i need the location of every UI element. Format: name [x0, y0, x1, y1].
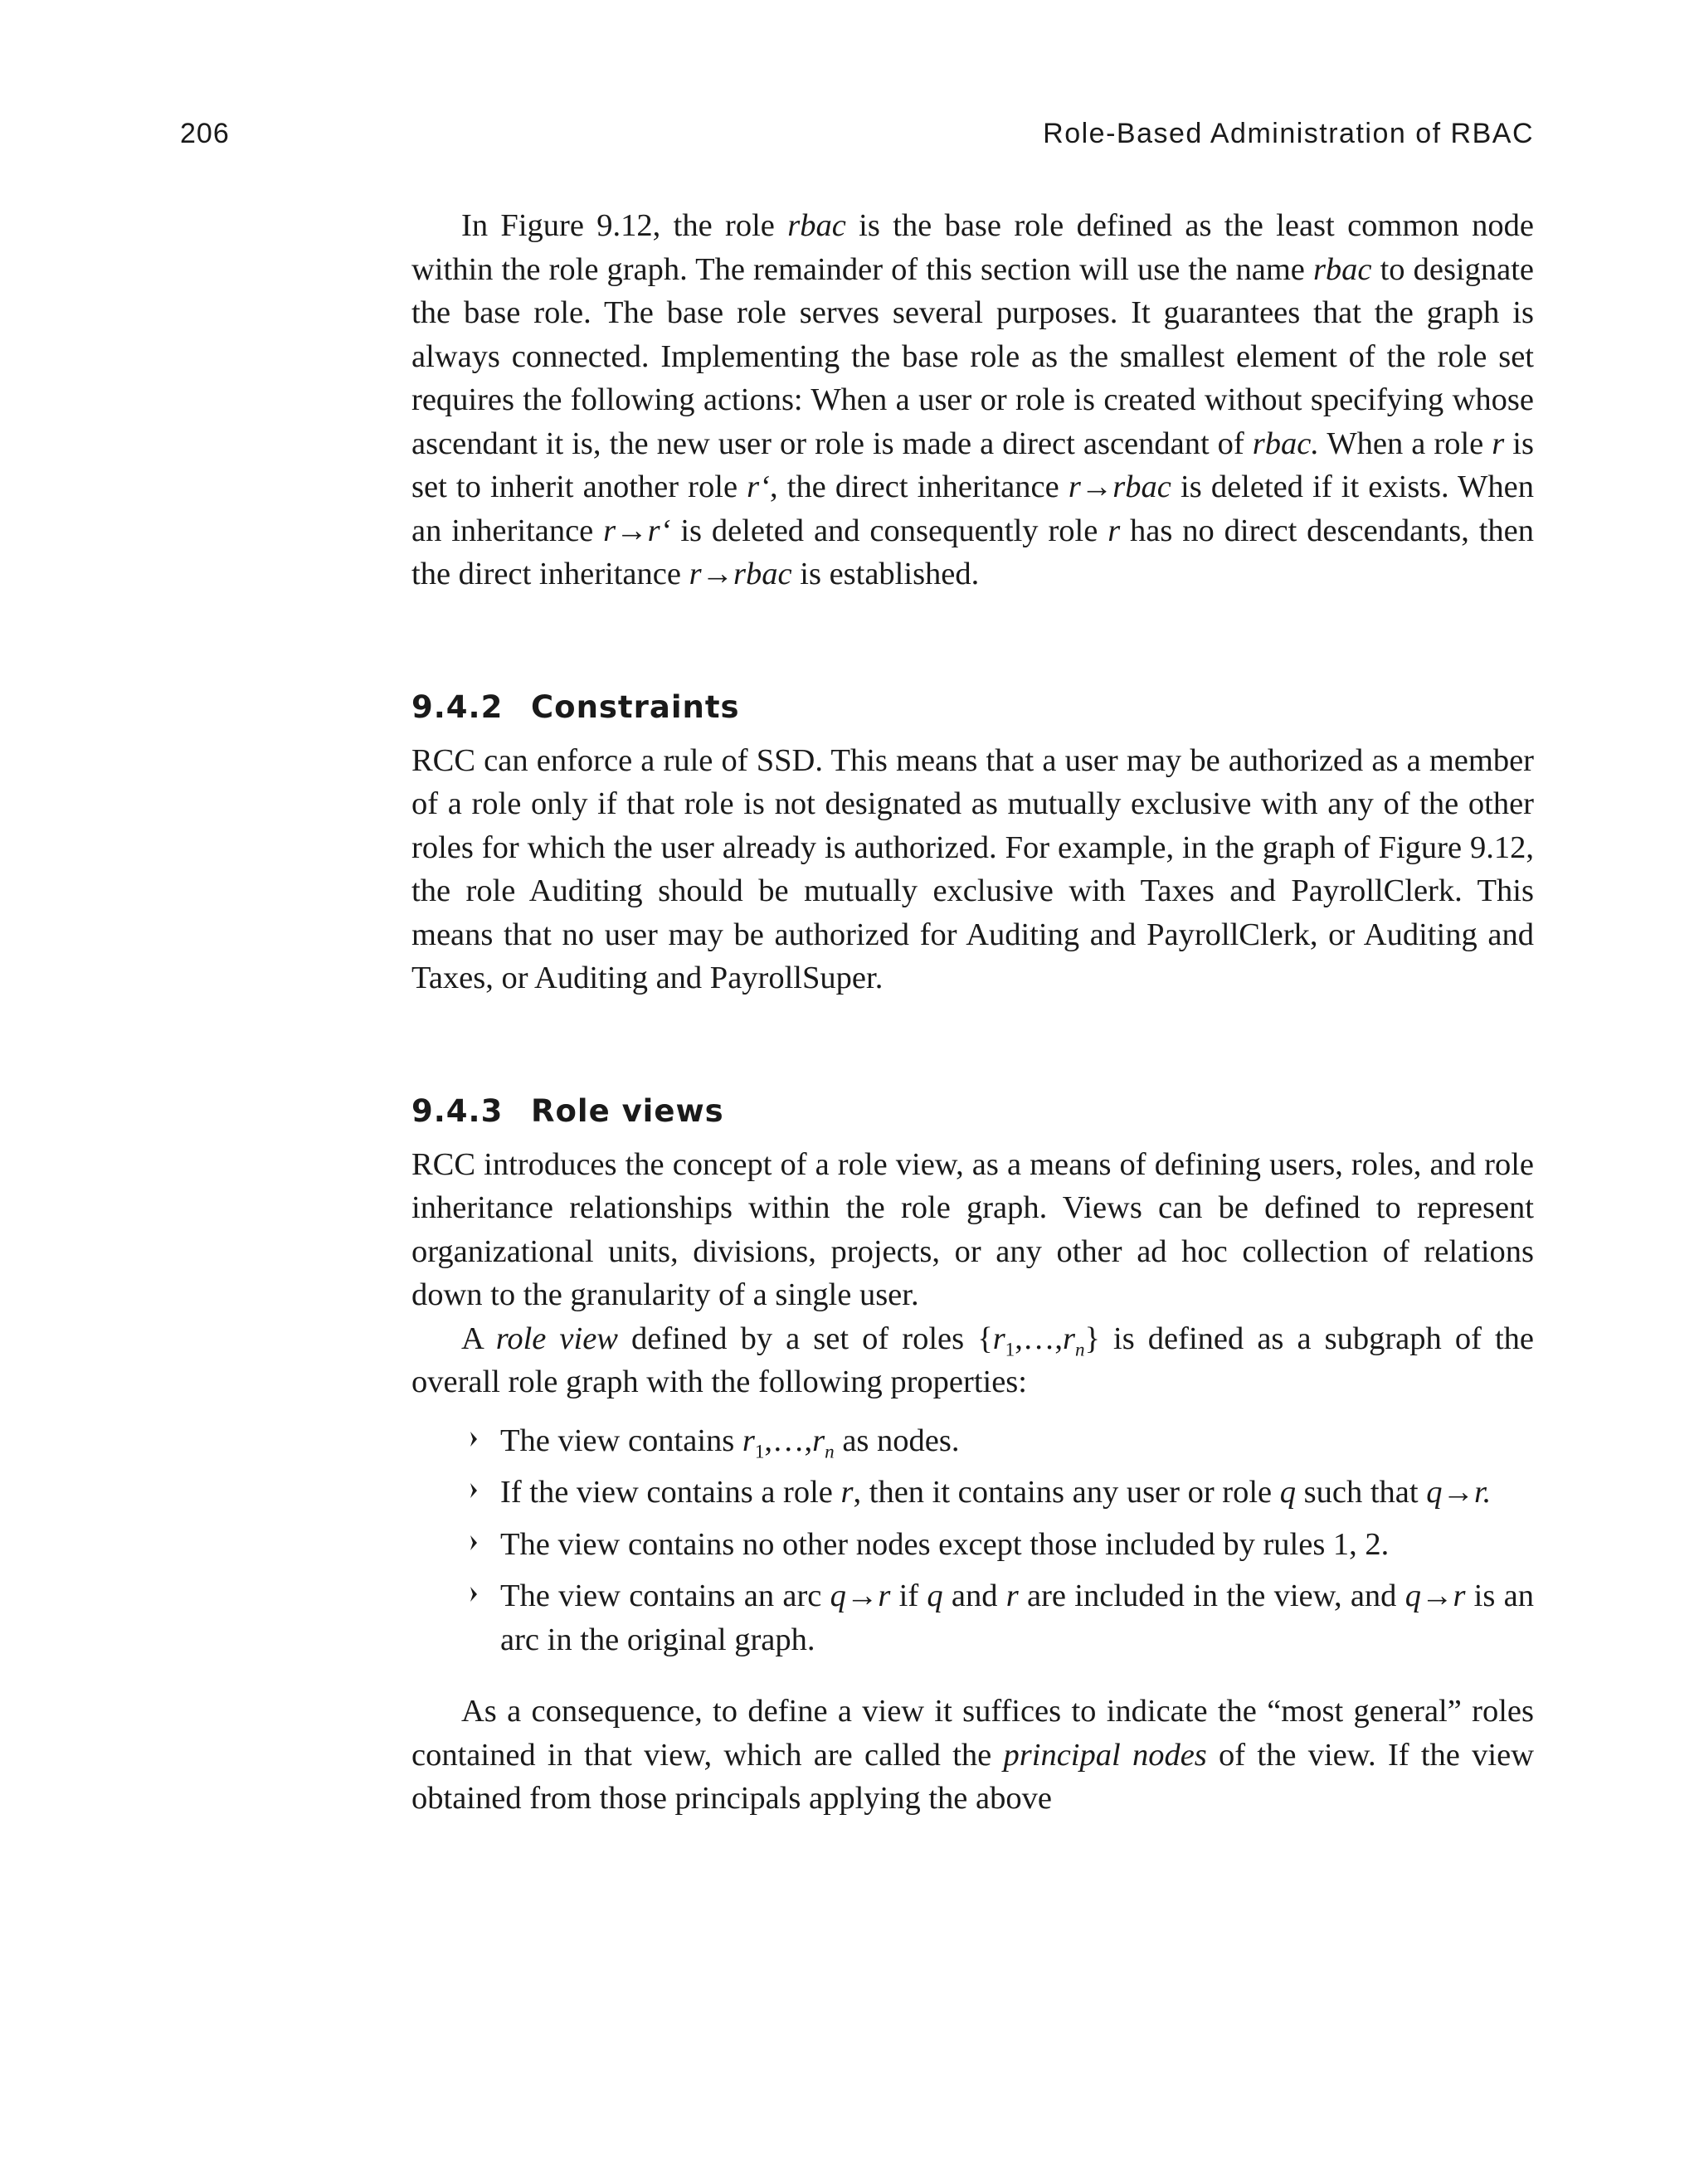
- section-number: 9.4.2: [411, 688, 504, 725]
- paragraph-role-view-definition: A role view defined by a set of roles $\{r_1,\dots,r_n\}$ is defined as a subgraph of the overall role graph with the following properties:: [411, 1321, 1535, 1399]
- bullet-icon: [470, 1534, 478, 1552]
- paragraph-principal-nodes: As a consequence, to define a view it suffices to indicate the “most general” roles contained in that view, which are called the principal nodes of the view. If the view obtained from those principals applying the above: [411, 1694, 1535, 1816]
- list-item: The view contains no other nodes except those included by rules 1, 2.: [411, 1523, 1534, 1567]
- bullet-icon: [470, 1430, 478, 1448]
- list-item: If the view contains a role r, then it contains any user or role q such that q→r.: [411, 1471, 1534, 1515]
- section-title: Constraints: [531, 688, 740, 725]
- bullet-icon: [470, 1585, 478, 1603]
- bullet-icon: [470, 1481, 478, 1500]
- list-item: The view contains $r_1,\dots,r_n$ as nodes.: [411, 1419, 1534, 1463]
- page-body: [411, 204, 1534, 1821]
- page-number: 206: [180, 118, 230, 149]
- running-head: Role-Based Administration of RBAC: [1043, 118, 1534, 149]
- list-item: The view contains an arc q→r if q and r are included in the view, and q→r is an arc in the original graph.: [411, 1574, 1534, 1661]
- paragraph-constraints: RCC can enforce a rule of SSD. This means that a user may be authorized as a member of a role only if that role is not designated as mutually exclusive with any of the other roles for which the user already is authorized. For example, in the graph of Figure 9.12, the role Auditing should be mutually exclusive with Taxes and PayrollClerk. This means that no user may be authorized for Auditing and PayrollClerk, or Auditing and Taxes, or Auditing and PayrollSuper.: [411, 742, 1534, 995]
- paragraph-base-role: In Figure 9.12, the role rbac is the base role defined as the least common node within the role graph. The remainder of this section will use the name rbac to designate the base role. The base role serves several purposes. It guarantees that the graph is always connected. Implementing the base role as the smallest element of the role set requires the following actions: When a user or role is created without specifying whose ascendant it is, the new user or role is made a direct ascendant of rbac. When a role r is set to inherit another role r‘, the direct inheritance r→rbac is deleted if it exists. When an inheritance r→r‘ is deleted and consequently role r has no direct descendants, then the direct inheritance r→rbac is established.: [411, 208, 1534, 591]
- section-heading-role-views: [411, 1090, 1534, 1133]
- section-heading-constraints: [411, 686, 1534, 729]
- paragraph-role-views-intro: RCC introduces the concept of a role view, as a means of defining users, roles, and role inheritance relationships within the role graph. Views can be defined to represent organizational units, divisions, projects, or any other ad hoc collection of relations down to the granularity of a single user.: [411, 1146, 1534, 1312]
- section-title: Role views: [531, 1092, 724, 1129]
- role-view-properties-list: [411, 1419, 1534, 1662]
- section-number: 9.4.3: [411, 1092, 504, 1129]
